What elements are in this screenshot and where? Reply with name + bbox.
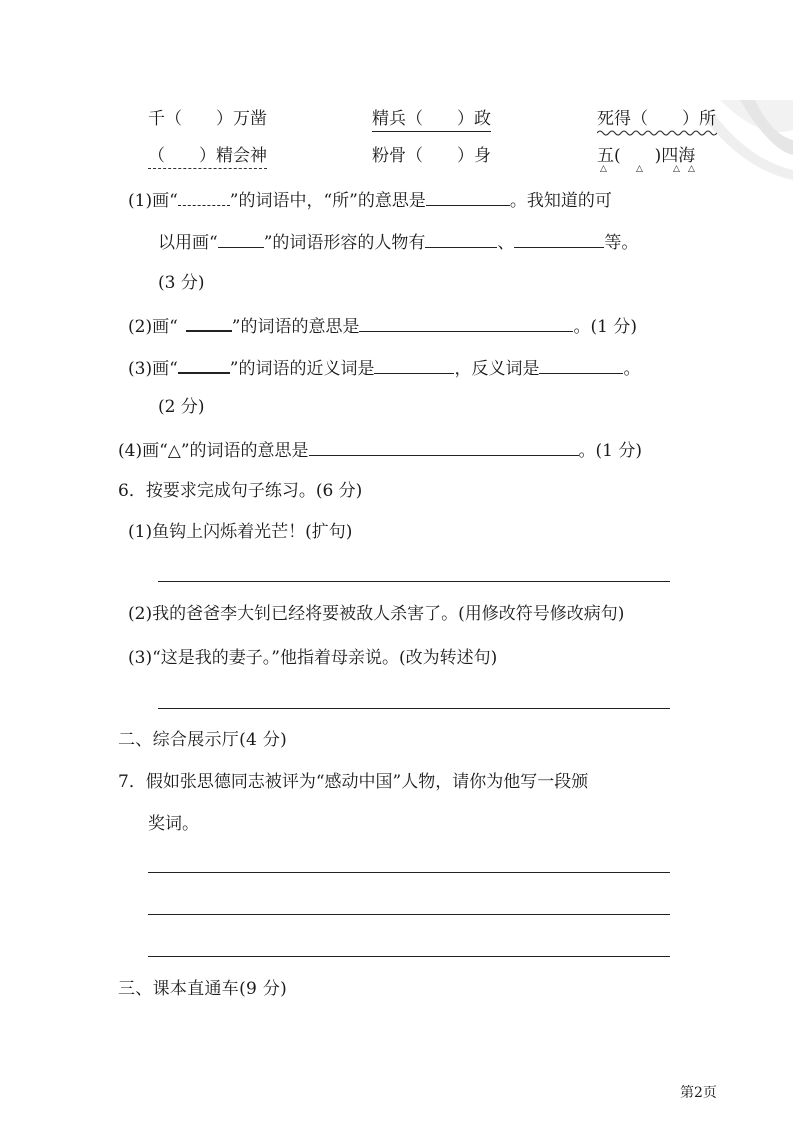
- idiom-triangle-marked: 五( )四海: [597, 146, 696, 166]
- idiom-solid-underline: 精兵（ ）政: [372, 111, 491, 132]
- answer-blank[interactable]: [425, 233, 497, 248]
- q5-part4: (4)画“△”的词语的意思是 。(1 分): [118, 441, 643, 461]
- q5-part3: (3)画“ ”的词语的近义词是 ，反义词是 。: [128, 359, 641, 379]
- idiom-row-1: [0, 111, 793, 135]
- q7-line-1: 7．假如张思德同志被评为“感动中国”人物，请你为他写一段颁: [118, 772, 589, 792]
- dashed-mark-sample: [178, 191, 230, 206]
- section-3-title: 三、课本直通车(9 分): [118, 979, 288, 999]
- q5-part1-line1: (1)画“ ”的词语中，“所”的意思是 。我知道的可: [128, 191, 612, 211]
- answer-blank[interactable]: [359, 317, 573, 332]
- idiom-wavy-underline: 死得（ ）所: [597, 109, 716, 129]
- page-number: 第2页: [680, 1085, 717, 1101]
- triangle-mark: △: [600, 164, 607, 174]
- answer-line[interactable]: [158, 581, 670, 582]
- answer-blank[interactable]: [374, 359, 454, 374]
- answer-blank[interactable]: [539, 359, 623, 374]
- answer-blank[interactable]: [309, 441, 579, 456]
- answer-blank[interactable]: [426, 191, 510, 206]
- q6-title: 6．按要求完成句子练习。(6 分): [118, 481, 363, 501]
- q7-line-2: 奖词。: [148, 814, 199, 834]
- solid-mark-sample: [178, 358, 230, 374]
- triangle-mark: △: [673, 164, 680, 174]
- q5-part3-score: (2 分): [158, 397, 205, 417]
- q6-sentence-1: (1)鱼钩上闪烁着光芒！(扩句): [128, 522, 353, 542]
- answer-line[interactable]: [148, 956, 670, 957]
- idiom-plain: 粉骨（ ）身: [372, 146, 491, 166]
- q5-part1-line2: 以用画“ ”的词语形容的人物有 、 等。: [158, 233, 639, 253]
- triangle-mark: △: [636, 164, 643, 174]
- answer-blank[interactable]: [514, 233, 604, 248]
- q5-part2: (2)画“ ”的词语的意思是 。(1 分): [128, 317, 637, 337]
- answer-line[interactable]: [148, 914, 670, 915]
- answer-line[interactable]: [148, 872, 670, 873]
- q6-sentence-2: (2)我的爸爸李大钊已经将要被敌人杀害了。(用修改符号修改病句): [128, 604, 625, 624]
- answer-line[interactable]: [158, 708, 670, 709]
- q6-sentence-3: (3)“这是我的妻子。”他指着母亲说。(改为转述句): [128, 648, 498, 668]
- idiom-dashed-underline: （ ）精会神: [148, 148, 267, 169]
- triangle-mark: △: [688, 164, 695, 174]
- q5-part1-score: (3 分): [158, 273, 205, 293]
- wavy-mark-sample: [218, 233, 264, 248]
- idiom-row-2: [0, 148, 793, 178]
- solid-mark-sample: [186, 316, 232, 332]
- idiom-plain: 千（ ）万凿: [148, 109, 267, 129]
- section-2-title: 二、综合展示厅(4 分): [118, 730, 288, 750]
- wavy-underline: [597, 129, 717, 137]
